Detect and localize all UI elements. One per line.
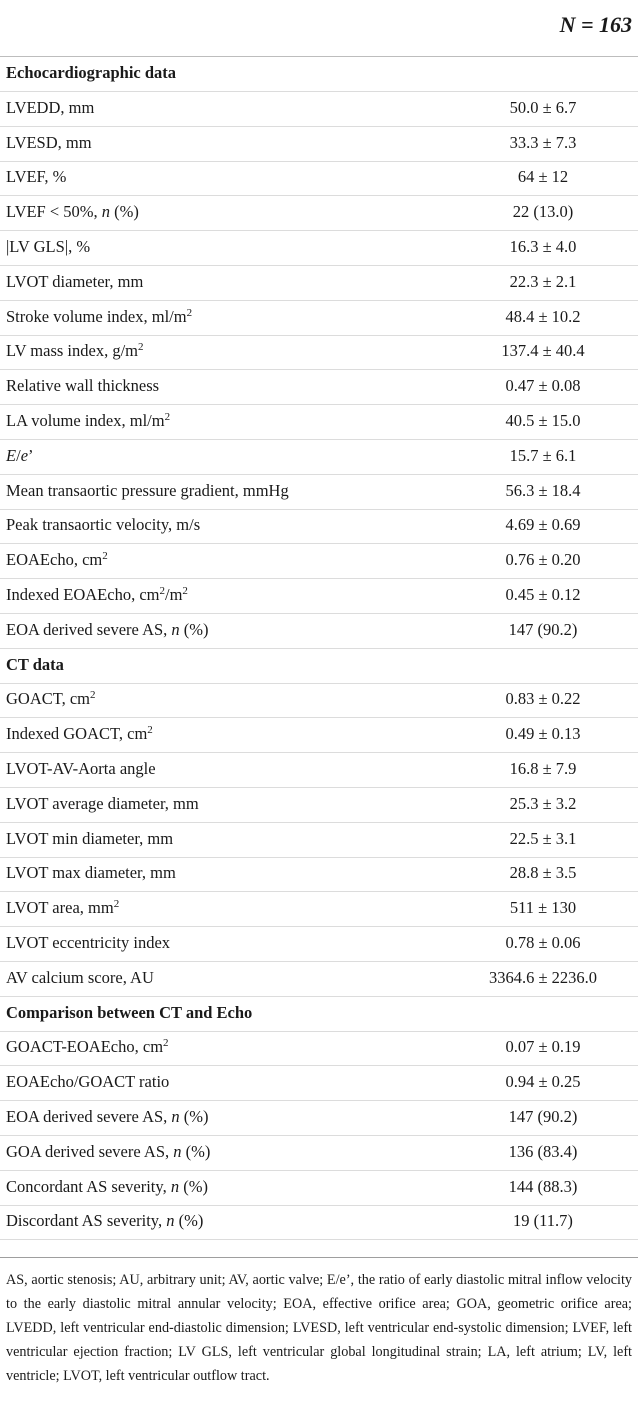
table-row — [0, 92, 638, 127]
table-row — [0, 196, 638, 231]
row-label: LVEDD, mm — [6, 97, 95, 117]
section-title: CT data — [6, 654, 64, 674]
row-value: 50.0 ± 6.7 — [509, 97, 577, 117]
table-row — [0, 1205, 638, 1240]
row-label: LVESD, mm — [6, 132, 92, 152]
table-row — [0, 161, 638, 196]
row-value: 0.83 ± 0.22 — [505, 689, 581, 709]
row-label: EOA derived severe AS, n (%) — [6, 1107, 209, 1126]
table-row — [0, 335, 638, 370]
row-value: 0.47 ± 0.08 — [505, 376, 581, 396]
row-label: GOACT-EOAEcho, $cm^2$ — [6, 1037, 169, 1057]
row-label: Mean transaortic pressure gradient, mmHg — [6, 480, 289, 500]
table-header-row — [0, 0, 638, 57]
row-label: LVOT-AV-Aorta angle — [6, 759, 156, 778]
row-value: 22.3 ± 2.1 — [509, 271, 577, 291]
section-title: Comparison between CT and Echo — [6, 1002, 253, 1022]
row-value: 0.49 ± 0.13 — [505, 724, 581, 744]
table-row — [0, 857, 638, 892]
row-value: 22.5 ± 3.1 — [509, 828, 577, 848]
table-row — [0, 544, 638, 579]
row-value: 25.3 ± 3.2 — [509, 793, 577, 813]
row-label: LA volume index, $ml/m^2$ — [6, 411, 171, 430]
row-value: 16.3 ± 4.0 — [509, 237, 577, 256]
abbreviations-footnote: AS, aortic stenosis; AU, arbitrary unit; AV, aortic valve; E/e’, the ratio of early diastolic mitral inflow velocity to the early diastolic mitral annular velocity; EOA, effective orifice area; GOA, geometric orifice area; LVEDD, left ventricular end-diastolic dimension; LVESD, left ventricular end-systolic dimension; LVEF, left ventricular ejection fraction; LV GLS, left ventricular global longitudinal strain; LA, left atrium; LV, left ventricle; LVOT, left ventricular outflow tract. — [6, 1272, 632, 1384]
row-value: 15.7 ± 6.1 — [509, 445, 577, 465]
row-label: LVOT eccentricity index — [6, 933, 171, 952]
row-value: 33.3 ± 7.3 — [509, 132, 577, 152]
table-row — [0, 370, 638, 405]
table-row — [0, 927, 638, 962]
row-label: EOAEcho, $cm^2$ — [6, 550, 108, 570]
table-row — [0, 1171, 638, 1206]
table-row — [0, 788, 638, 823]
row-value: 0.78 ± 0.06 — [505, 933, 581, 952]
row-value: 0.94 ± 0.25 — [505, 1072, 581, 1092]
row-value: 136 (83.4) — [508, 1141, 578, 1161]
row-label: Stroke volume index, $ml/m^2$ — [6, 306, 193, 326]
row-value: 64 ± 12 — [517, 167, 569, 187]
table-row — [0, 301, 638, 336]
row-value: 22 (13.0) — [512, 202, 574, 222]
table-row — [0, 1031, 638, 1066]
table-row — [0, 475, 638, 510]
section-title: Echocardiographic data — [6, 63, 177, 82]
row-value: 147 (90.2) — [508, 1107, 578, 1126]
row-value: 4.69 ± 0.69 — [505, 515, 581, 535]
row-label: LV mass index, $g/m^2$ — [6, 341, 144, 361]
table-row — [0, 718, 638, 753]
table-row — [0, 127, 638, 162]
row-label: AV calcium score, AU — [6, 967, 154, 987]
row-value: 0.07 ± 0.19 — [505, 1037, 581, 1057]
row-label: GOACT, $cm^2$ — [6, 689, 96, 709]
row-value: 144 (88.3) — [508, 1176, 578, 1196]
row-label: LVOT min diameter, mm — [6, 828, 174, 848]
row-value: 19 (11.7) — [513, 1211, 573, 1231]
table-row — [0, 823, 638, 858]
n-header: N = 163 — [559, 12, 632, 37]
row-label: LVOT max diameter, mm — [6, 863, 176, 883]
table-row — [0, 440, 638, 475]
row-label: Concordant AS severity, n (%) — [6, 1176, 208, 1196]
row-value: 56.3 ± 18.4 — [505, 480, 581, 500]
row-label: |LV GLS|, % — [6, 237, 91, 256]
row-label: Indexed EOAEcho, $cm^2/m^2$ — [6, 585, 188, 604]
row-label: E/e’ — [6, 445, 34, 465]
table-row — [0, 405, 638, 440]
table-row — [0, 683, 638, 718]
section-header-row — [0, 997, 638, 1032]
table-row — [0, 231, 638, 266]
row-label: EOA derived severe AS, n (%) — [6, 619, 209, 639]
table-row — [0, 892, 638, 927]
row-label: LVOT area, $mm^2$ — [6, 898, 120, 918]
row-value: 137.4 ± 40.4 — [501, 341, 585, 361]
row-label: LVOT diameter, mm — [6, 271, 144, 291]
table-row — [0, 579, 638, 614]
row-label: Discordant AS severity, n (%) — [6, 1211, 204, 1231]
row-value: 511 ± 130 — [509, 898, 577, 918]
row-value: 0.45 ± 0.12 — [505, 585, 581, 604]
row-value: 16.8 ± 7.9 — [509, 759, 577, 778]
row-value: 40.5 ± 15.0 — [505, 411, 581, 430]
section-header-row — [0, 649, 638, 684]
table-row — [0, 1136, 638, 1171]
row-value: 147 (90.2) — [508, 619, 578, 639]
row-label: EOAEcho/GOACT ratio — [6, 1072, 170, 1092]
row-label: Indexed GOACT, $cm^2$ — [6, 724, 153, 744]
table-row — [0, 1066, 638, 1101]
row-label: Relative wall thickness — [6, 376, 160, 396]
row-value: 0.76 ± 0.20 — [505, 550, 581, 570]
row-value: 48.4 ± 10.2 — [505, 306, 581, 326]
section-header-row — [0, 57, 638, 92]
row-label: GOA derived severe AS, n (%) — [6, 1141, 211, 1161]
row-label: LVEF, % — [6, 167, 67, 187]
table-row — [0, 266, 638, 301]
table-row — [0, 962, 638, 997]
table-bottom-rule — [0, 1257, 638, 1258]
row-label: Peak transaortic velocity, m/s — [6, 515, 201, 535]
row-label: LVOT average diameter, mm — [6, 793, 199, 813]
row-value: 3364.6 ± 2236.0 — [488, 967, 598, 987]
row-label: LVEF < 50%, n (%) — [6, 202, 139, 222]
row-value: 28.8 ± 3.5 — [509, 863, 577, 883]
table-row — [0, 753, 638, 788]
table-row — [0, 614, 638, 649]
table-row — [0, 1101, 638, 1136]
table-row — [0, 509, 638, 544]
